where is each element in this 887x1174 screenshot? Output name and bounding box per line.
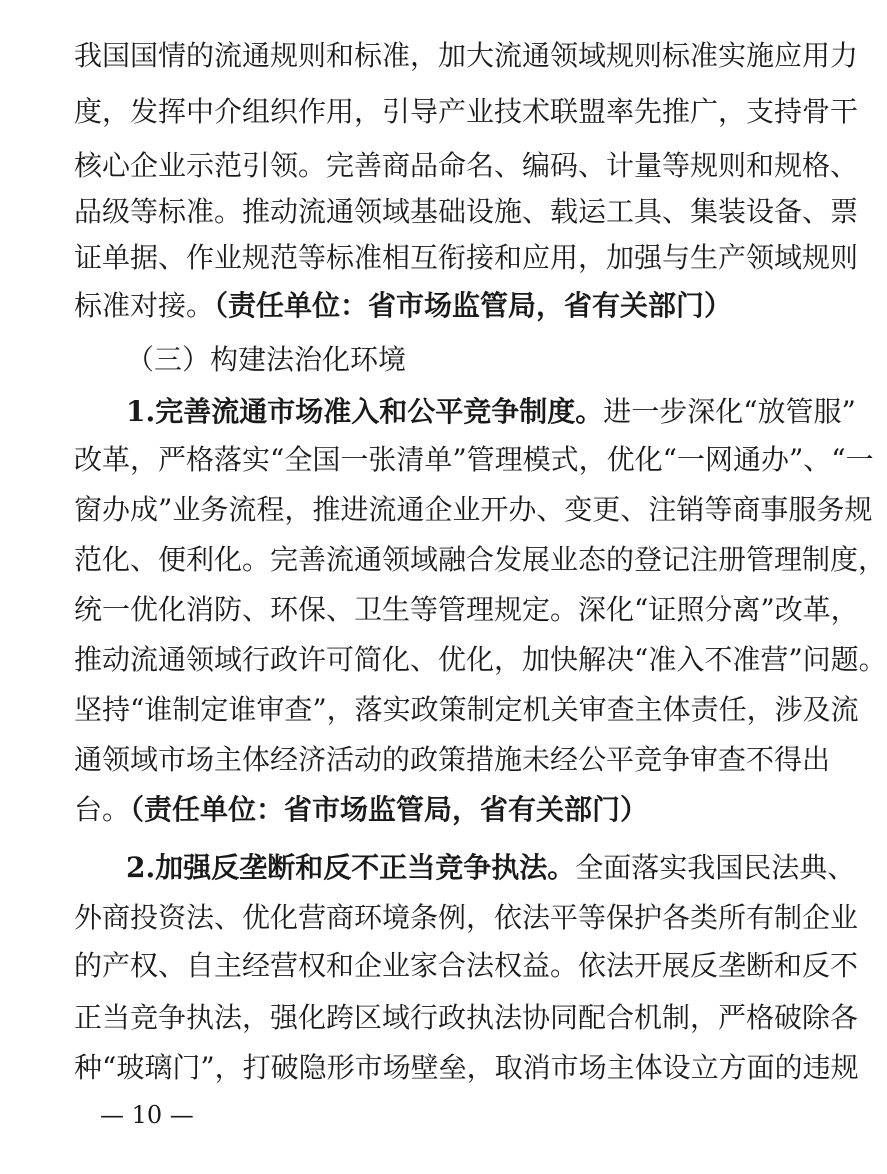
body-line-6	[74, 286, 814, 326]
body-line-3: 核心企业示范引领。完善商品命名、编码、计量等规则和规格、	[74, 149, 859, 182]
para1-line-5: 统一优化消防、环保、卫生等管理规定。深化“证照分离”改革，	[74, 593, 859, 626]
body-line-2: 度，发挥中介组织作用，引导产业技术联盟率先推广，支持骨干	[74, 95, 859, 128]
para2-line-3: 的产权、自主经营权和企业家合法权益。依法开展反垄断和反不	[74, 949, 859, 982]
responsibility-note-1: （责任单位：省市场监管局，省有关部门）	[214, 289, 733, 322]
para1-line-8: 通领域市场主体经济活动的政策措施未经公平竞争审查不得出	[74, 743, 831, 776]
para2-line-2: 外商投资法、优化营商环境条例，依法平等保护各类所有制企业	[74, 901, 859, 934]
para1-first-line	[126, 392, 856, 432]
para1-line-3: 窗办成”业务流程，推进流通企业开办、变更、注销等商事服务规	[74, 493, 873, 526]
body-line-4: 品级等标准。推动流通领域基础设施、载运工具、集装设备、票	[74, 195, 859, 228]
body-line-5: 证单据、作业规范等标准相互衔接和应用，加强与生产领域规则	[74, 241, 859, 274]
page-number: — 10 —	[100, 1101, 194, 1129]
responsibility-note-2: （责任单位：省市场监管局，省有关部门）	[130, 793, 649, 826]
para1-first-line-text: 进一步深化“放管服”	[603, 395, 856, 428]
para2-title: 2.加强反垄断和反不正当竞争执法。	[126, 851, 576, 884]
para2-line-5: 种“玻璃门”，打破隐形市场壁垒，取消市场主体设立方面的违规	[74, 1051, 859, 1084]
para1-title: 1.完善流通市场准入和公平竞争制度。	[126, 395, 604, 428]
para1-line-9	[74, 790, 814, 830]
body-line-6-text: 标准对接。	[74, 289, 215, 322]
para2-line-4: 正当竞争执法，强化跨区域行政执法协同配合机制，严格破除各	[74, 1001, 859, 1034]
para1-line-7: 坚持“谁制定谁审查”，落实政策制定机关审查主体责任，涉及流	[74, 693, 859, 726]
para2-first-line	[126, 848, 856, 888]
para2-first-line-text: 全面落实我国民法典、	[575, 851, 856, 884]
para1-line-6: 推动流通领域行政许可简化、优化，加快解决“准入不准营”问题。	[74, 643, 887, 676]
body-line-1: 我国国情的流通规则和标准，加大流通领域规则标准实施应用力	[74, 39, 859, 72]
para1-line-4: 范化、便利化。完善流通领域融合发展业态的登记注册管理制度，	[74, 543, 887, 576]
para1-line-9-text: 台。	[74, 793, 131, 826]
section-heading: （三）构建法治化环境	[126, 343, 407, 376]
para1-line-2: 改革，严格落实“全国一张清单”管理模式，优化“一网通办”、“一	[74, 443, 874, 476]
